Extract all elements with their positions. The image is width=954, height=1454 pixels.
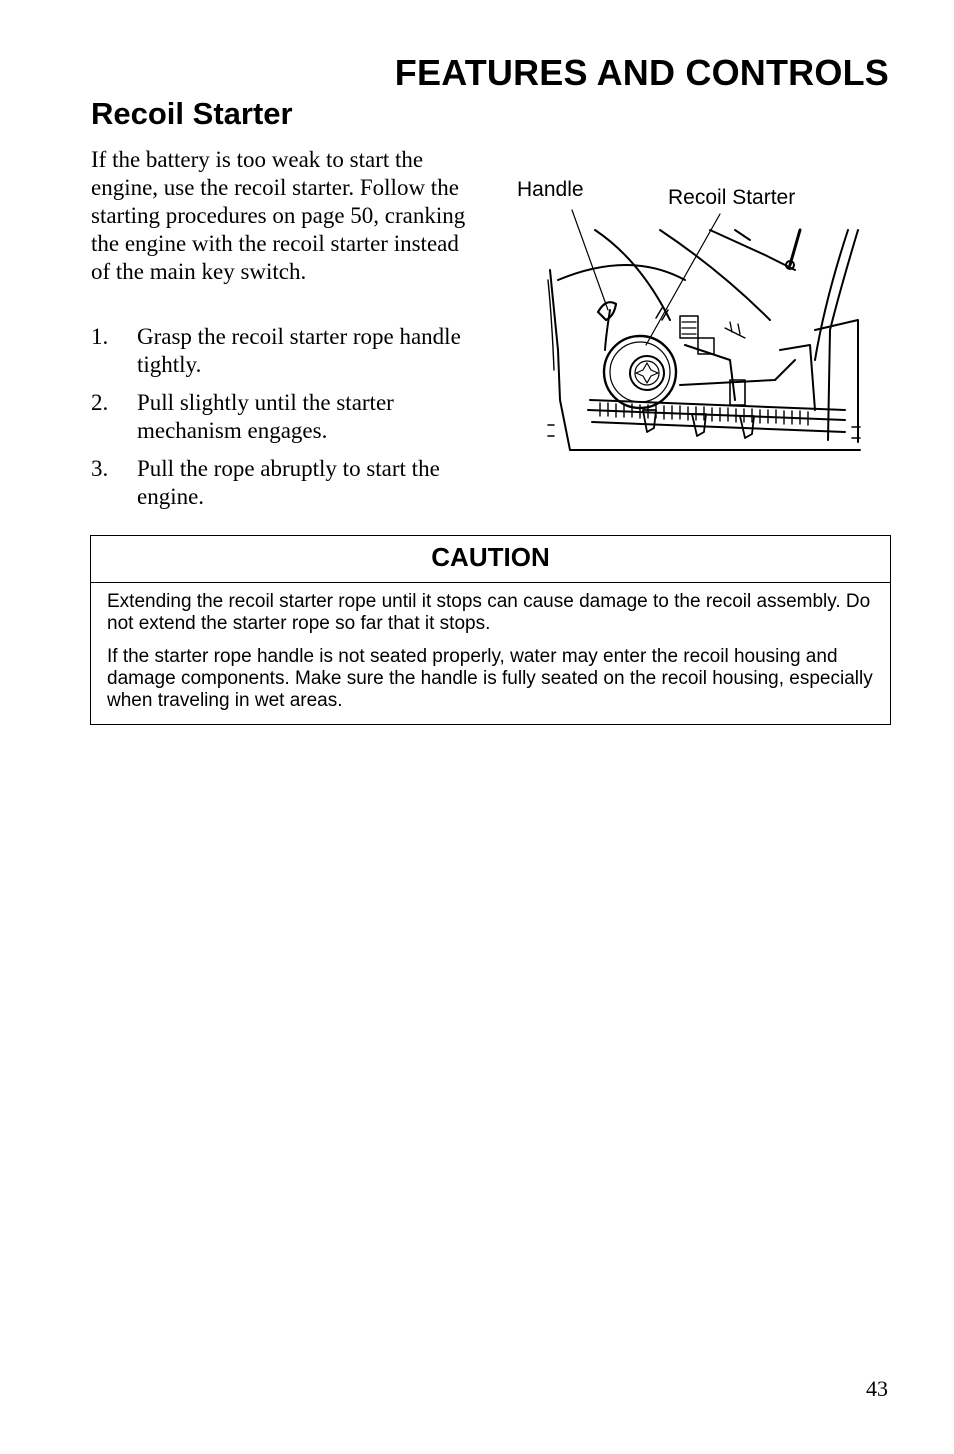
step-text: Grasp the recoil starter rope handle tightly. [137, 324, 461, 377]
page-number: 43 [866, 1376, 888, 1401]
step-item [91, 389, 476, 445]
intro-paragraph: If the battery is too weak to start the engine, use the recoil starter. Follow the starting procedures on page 50, cranking the engine with the recoil starter instead of the main key switch. [91, 147, 466, 284]
snowmobile-recoil-illustration [510, 170, 870, 460]
caution-paragraph: Extending the recoil starter rope until it stops can cause damage to the recoil assembly. Do not extend the starter rope so far that it stops. [107, 591, 871, 634]
caution-heading: CAUTION [91, 536, 890, 583]
caution-paragraph: If the starter rope handle is not seated properly, water may enter the recoil housing and damage components. Make sure the handle is fully seated on the recoil housing, especially when traveling in wet areas. [107, 646, 873, 711]
recoil-starter-figure [510, 170, 870, 460]
step-number: 1. [91, 324, 109, 349]
step-item [91, 323, 476, 379]
step-text: Pull the rope abruptly to start the engine. [137, 456, 440, 509]
steps-list [91, 323, 476, 521]
step-number: 3. [91, 456, 109, 481]
step-text: Pull slightly until the starter mechanism engages. [137, 390, 394, 443]
recoil-starter-label: Recoil Starter [668, 186, 796, 209]
chapter-title: FEATURES AND CONTROLS [394, 52, 889, 93]
step-number: 2. [91, 390, 109, 415]
caution-box [90, 535, 891, 725]
section-title: Recoil Starter [91, 96, 293, 131]
caution-body [91, 583, 890, 712]
step-item [91, 455, 476, 511]
handle-label: Handle [517, 178, 584, 201]
